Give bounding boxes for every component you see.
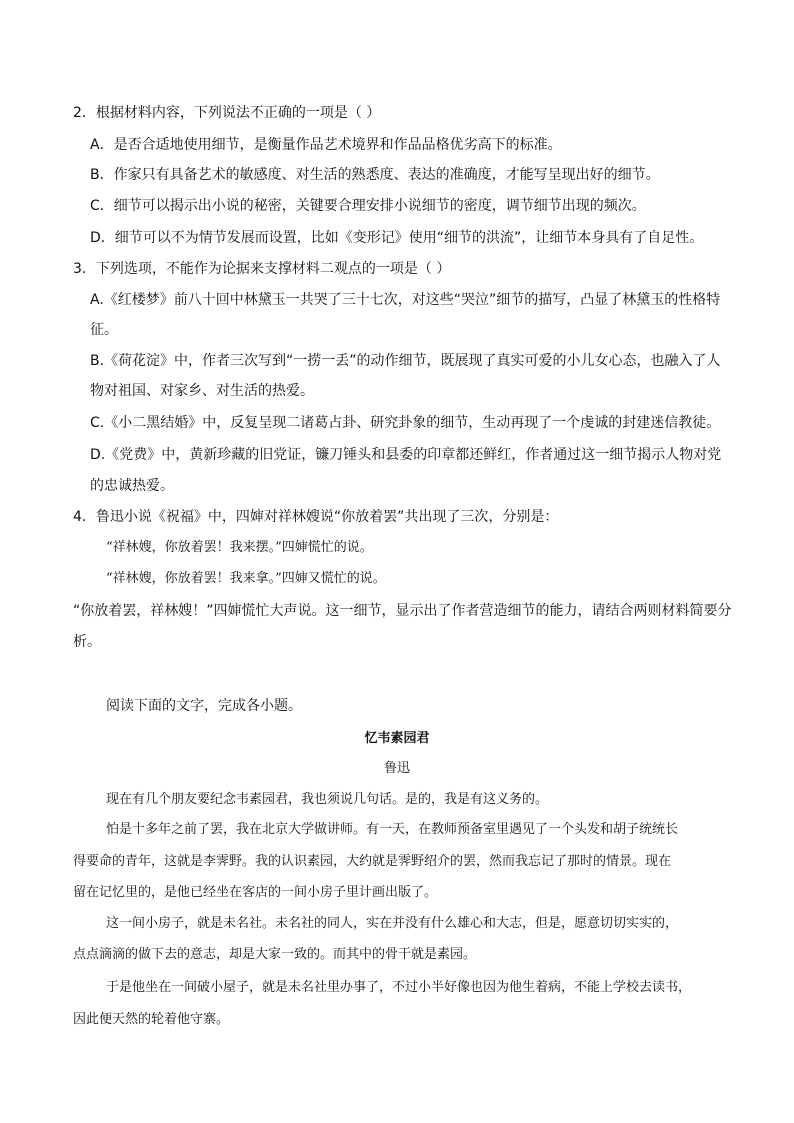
question-3-option-d-cont: 的忠诚热爱。 [90,478,174,494]
passage-paragraph-2-cont: 留在记忆里的，是他已经坐在客店的一间小房子里计画出版了。 [73,885,438,900]
question-2-option-a: A．是否合适地使用细节，是衡量作品艺术境界和作品品格优劣高下的标准。 [90,137,562,153]
question-4-quote-3-cont: 析。 [73,634,101,650]
question-4-stem: 4．鲁迅小说《祝福》中，四婶对祥林嫂说“你放着罢”共出现了三次，分别是： [73,509,559,525]
question-2-option-c: C．细节可以揭示出小说的秘密，关键要合理安排小说细节的密度，调节细节出现的频次。 [90,198,646,214]
passage-title: 忆韦素园君 [364,731,430,746]
question-3-option-a-cont: 征。 [90,322,118,338]
passage-paragraph-1: 现在有几个朋友要纪念韦素园君，我也须说几句话。是的，我是有这义务的。 [106,792,549,807]
passage-paragraph-4: 于是他坐在一间破小屋子，就是未名社里办事了，不过小半好像也因为他生着病，不能上学校去读书， [106,980,692,995]
passage-paragraph-2-cont: 得要命的青年，这就是李霁野。我的认识素园，大约就是霁野绍介的罢，然而我忘记了那时的情景。现在 [73,854,672,869]
question-3-option-b-cont: 物对祖国、对家乡、对生活的热爱。 [90,383,314,399]
passage-author: 鲁迅 [383,761,410,776]
question-2-stem: 2．根据材料内容，下列说法不正确的一项是（ ） [73,105,381,121]
question-2-option-d: D．细节可以不为情节发展而设置，比如《变形记》使用“细节的洪流”，让细节本身具有了自足性。 [90,230,704,246]
passage-paragraph-2: 怕是十多年之前了罢，我在北京大学做讲师。有一天，在教师预备室里遇见了一个头发和胡子统统长 [106,822,679,837]
reading-intro: 阅读下面的文字，完成各小题。 [106,698,302,714]
question-4-quote-3: “你放着罢，祥林嫂！”四婶慌忙大声说。这一细节，显示出了作者营造细节的能力，请结合两则材料简要分 [73,603,732,619]
passage-paragraph-3: 这一间小房子，就是未名社。未名社的同人，实在并没有什么雄心和大志，但是，愿意切切实实的， [106,916,679,931]
passage-paragraph-4-cont: 因此便天然的轮着他守寨。 [73,1012,230,1027]
question-2-option-b: B．作家只有具备艺术的敏感度、对生活的熟悉度、表达的准确度，才能写呈现出好的细节。 [90,167,660,183]
question-3-option-d: D.《党费》中，黄新珍藏的旧党证，镰刀锤头和县委的印章都还鲜红，作者通过这一细节揭示人物对党 [90,447,722,463]
passage-paragraph-3-cont: 点点滴滴的做下去的意志，却是大家一致的。而其中的骨干就是素园。 [73,947,477,962]
question-3-option-c: C.《小二黑结婚》中，反复呈现二诸葛占卦、研究卦象的细节，生动再现了一个虔诚的封建迷信教徒。 [90,415,721,431]
question-3-stem: 3．下列选项，不能作为论据来支撑材料二观点的一项是（ ） [73,261,451,277]
question-4-quote-1: “祥林嫂，你放着罢！我来摆。”四婶慌忙的说。 [106,540,373,555]
question-3-option-b: B.《荷花淀》中，作者三次写到“一捞一丢”的动作细节，既展现了真实可爱的小儿女心态，也融入了人 [90,353,721,369]
question-3-option-a: A.《红楼梦》前八十回中林黛玉一共哭了三十七次，对这些“哭泣”细节的描写，凸显了林黛玉的性格特 [90,292,721,308]
question-4-quote-2: “祥林嫂，你放着罢！我来拿。”四婶又慌忙的说。 [106,571,386,586]
